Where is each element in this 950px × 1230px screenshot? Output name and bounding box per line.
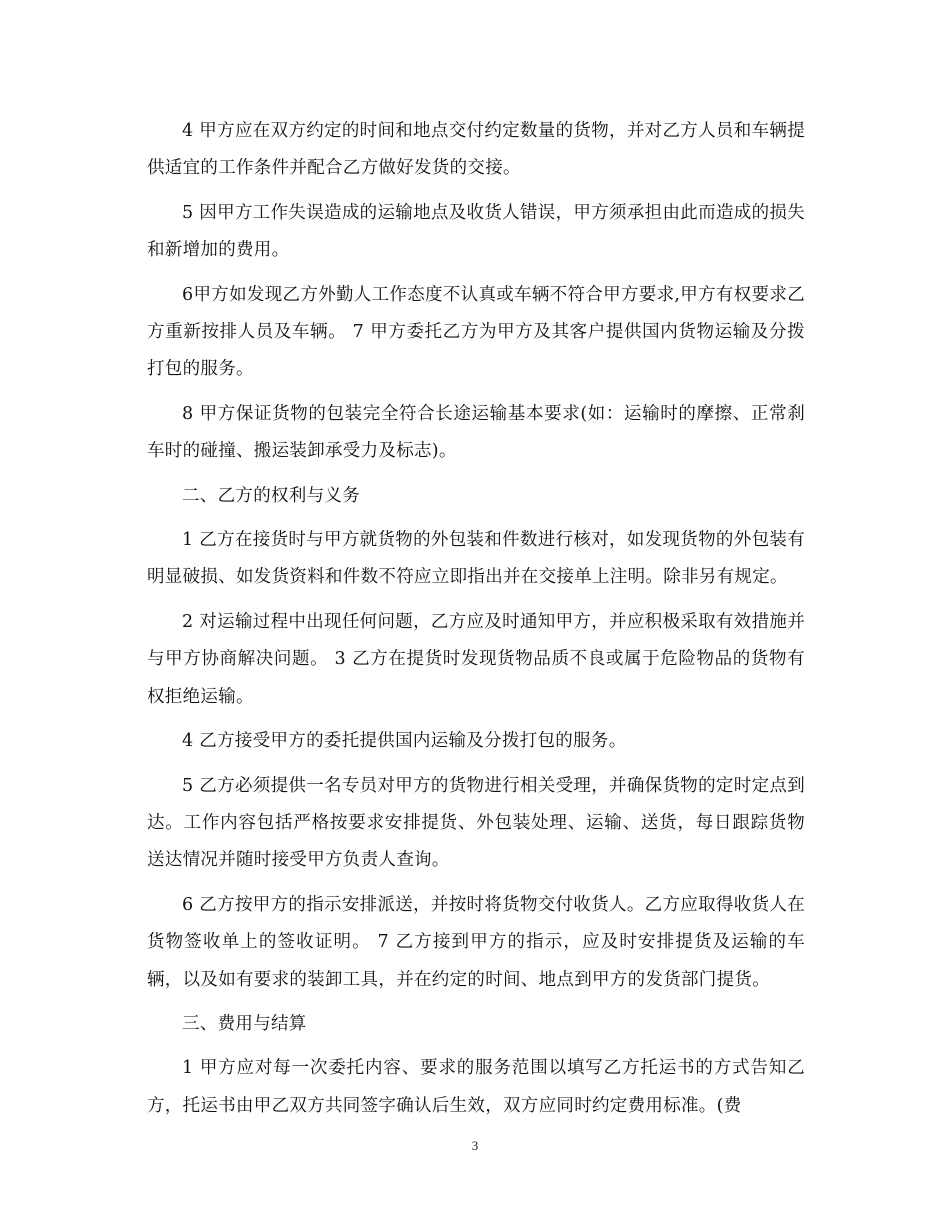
paragraph-clause-b1: 1 乙方在接货时与甲方就货物的外包装和件数进行核对，如发现货物的外包装有明显破损、如发货资料和件数不符应立即指出并在交接单上注明。除非另有规定。: [147, 530, 805, 588]
paragraph-clause-b2-b3: 2 对运输过程中出现任何问题，乙方应及时通知甲方，并应积极采取有效措施并与甲方协商解决问题。 3 乙方在提货时发现货物品质不良或属于危险物品的货物有权拒绝运输。: [147, 611, 805, 707]
paragraph-clause-a6-a7: 6甲方如发现乙方外勤人工作态度不认真或车辆不符合甲方要求,甲方有权要求乙方重新按排人员及车辆。 7 甲方委托乙方为甲方及其客户提供国内货物运输及分拨打包的服务。: [147, 284, 805, 380]
section-heading-party-b-rights: 二、乙方的权利与义务: [182, 485, 360, 506]
paragraph-clause-b5: 5 乙方必须提供一名专员对甲方的货物进行相关受理，并确保货物的定时定点到达。工作内容包括严格按要求安排提货、外包装处理、运输、送货，每日跟踪货物送达情况并随时接受甲方负责人查询。: [147, 775, 805, 871]
paragraph-clause-b4: 4 乙方接受甲方的委托提供国内运输及分拨打包的服务。: [182, 731, 627, 752]
paragraph-clause-a8: 8 甲方保证货物的包装完全符合长途运输基本要求(如：运输时的摩擦、正常刹车时的碰撞、搬运装卸承受力及标志)。: [147, 403, 805, 462]
paragraph-clause-a5: 5 因甲方工作失误造成的运输地点及收货人错误，甲方须承担由此而造成的损失和新增加的费用。: [147, 202, 805, 261]
page-number: 3: [471, 1138, 479, 1153]
paragraph-clause-b6-b7: 6 乙方按甲方的指示安排派送，并按时将货物交付收货人。乙方应取得收货人在货物签收单上的签收证明。 7 乙方接到甲方的指示，应及时安排提货及运输的车辆，以及如有要求的装卸工具，并在约定的时间、地点到甲方的发货部门提货。: [147, 894, 805, 990]
document-body: [147, 113, 805, 1132]
paragraph-clause-a4: 4 甲方应在双方约定的时间和地点交付约定数量的货物，并对乙方人员和车辆提供适宜的工作条件并配合乙方做好发货的交接。: [147, 121, 805, 179]
paragraph-clause-c1: 1 甲方应对每一次委托内容、要求的服务范围以填写乙方托运书的方式告知乙方，托运书由甲乙双方共同签字确认后生效，双方应同时约定费用标准。(费: [147, 1058, 805, 1116]
section-heading-fees-settlement: 三、费用与结算: [182, 1013, 307, 1034]
